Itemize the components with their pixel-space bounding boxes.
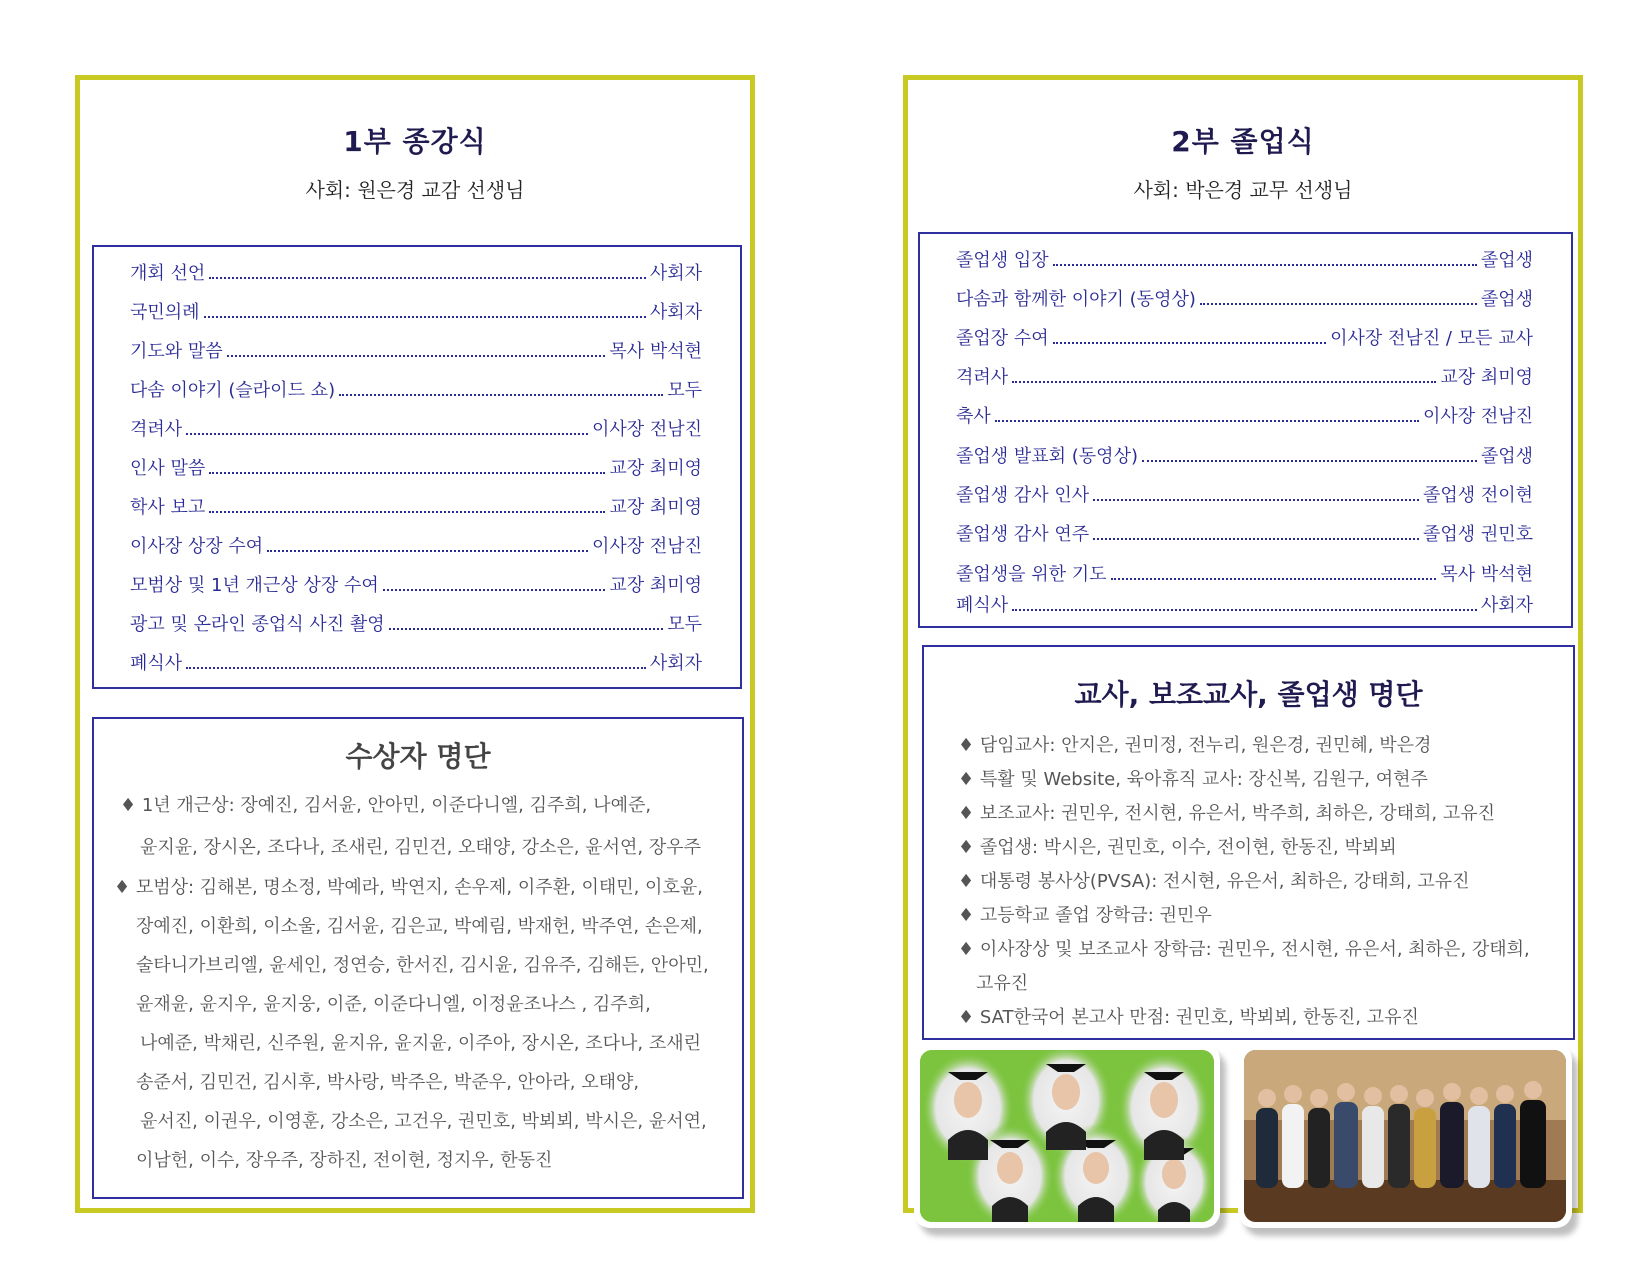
award-line: 나예준, 박채린, 신주원, 윤지유, 윤지윤, 이주아, 장시온, 조다나, 조새린 [140,1033,702,1054]
staff-line: ♦ 고등학교 졸업 장학금: 권민우 [958,905,1212,926]
program-item: 폐식사 [130,653,183,674]
program-presenter: 이사장 전남진 [591,419,702,440]
program-item: 다솜과 함께한 이야기 (동영상) [956,289,1196,310]
leader-dots [209,458,605,474]
group-photo-card [1238,1044,1572,1228]
program-item: 인사 말씀 [130,458,206,479]
program-item: 이사장 상장 수여 [130,536,264,557]
program-item: 졸업생을 위한 기도 [956,564,1107,585]
left-panel [75,75,755,1213]
program-row [130,415,702,441]
award-line: 송준서, 김민건, 김시후, 박사랑, 박주은, 박준우, 안아라, 오태양, [136,1072,640,1093]
staff-line: ♦ 대통령 봉사상(PVSA): 전시현, 유은서, 최하은, 강태희, 고유진 [958,871,1470,892]
leader-dots [227,341,606,357]
program-presenter: 이사장 전남진 [1422,406,1533,427]
award-line: 윤지윤, 장시온, 조다나, 조새린, 김민건, 오태양, 강소은, 윤서연, 장우주 [140,837,702,858]
leader-dots [383,575,606,591]
program-presenter: 교장 최미영 [609,497,702,518]
group-photo-image [1244,1050,1566,1222]
staff-line: ♦ 이사장상 및 보조교사 장학금: 권민우, 전시현, 유은서, 최하은, 강태희, [958,939,1530,960]
program-presenter: 교장 최미영 [609,458,702,479]
program-item: 졸업생 입장 [956,250,1049,271]
part2-title: 2부 졸업식 [1171,125,1315,158]
program-row [956,363,1533,389]
leader-dots [1053,250,1477,266]
group-photo [1244,1050,1566,1222]
program-row [130,649,702,675]
program-item: 축사 [956,406,991,427]
program-item: 국민의례 [130,302,200,323]
right-panel [903,75,1583,1213]
leader-dots [204,302,646,318]
awards-title: 수상자 명단 [345,740,491,773]
program-row [130,298,702,324]
program-presenter: 사회자 [649,302,702,323]
award-line: 윤재윤, 윤지우, 윤지웅, 이준, 이준다니엘, 이정윤조나스 , 김주희, [136,994,651,1015]
program-presenter: 졸업생 [1480,250,1533,271]
program-presenter: 사회자 [649,263,702,284]
part2-host: 사회: 박은경 교무 선생님 [1133,178,1353,202]
program-row [956,481,1533,507]
program-item: 졸업생 감사 연주 [956,524,1090,545]
program-presenter: 이사장 전남진 / 모든 교사 [1330,328,1533,349]
program-item: 다솜 이야기 (슬라이드 쇼) [130,380,336,401]
program-row [130,337,702,363]
leader-dots [995,406,1419,422]
staff-line: ♦ 담임교사: 안지은, 권미정, 전누리, 원은경, 권민혜, 박은경 [958,735,1432,756]
staff-line: ♦ 졸업생: 박시은, 권민호, 이수, 전이현, 한동진, 박뵈뵈 [958,837,1397,858]
staff-box [922,645,1575,1040]
award-line: 장예진, 이환희, 이소울, 김서윤, 김은교, 박예림, 박재헌, 박주연, 손은제, [136,916,703,937]
program-row [956,442,1533,468]
staff-line: ♦ 특활 및 Website, 육아휴직 교사: 장신복, 김원구, 여현주 [958,769,1428,790]
graduates-collage-image [920,1050,1214,1222]
leader-dots [1200,289,1477,305]
program-row [130,610,702,636]
program-item: 졸업생 감사 인사 [956,485,1090,506]
award-line: 술타니가브리엘, 윤세인, 정연승, 한서진, 김시윤, 김유주, 김해든, 안아민, [136,955,709,976]
leader-dots [1012,367,1436,383]
leader-dots [1093,485,1419,501]
program-presenter: 사회자 [1480,595,1533,616]
staff-line: ♦ SAT한국어 본고사 만점: 권민호, 박뵈뵈, 한동진, 고유진 [958,1007,1419,1028]
staff-title: 교사, 보조교사, 졸업생 명단 [1074,678,1423,711]
part1-host: 사회: 원은경 교감 선생님 [305,178,525,202]
program-row [130,532,702,558]
leader-dots [1142,446,1477,462]
leader-dots [186,419,588,435]
leader-dots [209,497,605,513]
leader-dots [209,263,646,279]
program-presenter: 모두 [667,614,702,635]
program-item: 격려사 [130,419,183,440]
leader-dots [1053,328,1326,344]
program-row [956,520,1533,546]
graduates-portrait-collage [920,1050,1214,1222]
program-row [956,285,1533,311]
leader-dots [186,653,646,669]
program-item: 졸업생 발표회 (동영상) [956,446,1138,467]
program-presenter: 졸업생 전이현 [1422,485,1533,506]
part2-program-box [918,232,1573,628]
award-line: 이남헌, 이수, 장우주, 장하진, 전이현, 정지우, 한동진 [136,1150,553,1171]
program-presenter: 모두 [667,380,702,401]
award-line: ♦ 1년 개근상: 장예진, 김서윤, 안아민, 이준다니엘, 김주희, 나예준, [120,795,652,816]
program-item: 격려사 [956,367,1009,388]
award-line: 윤서진, 이권우, 이영훈, 강소은, 고건우, 권민호, 박뵈뵈, 박시은, 윤서연, [140,1111,707,1132]
program-row [956,402,1533,428]
program-presenter: 사회자 [649,653,702,674]
leader-dots [1111,564,1437,580]
program-row [130,259,702,285]
program-row [130,493,702,519]
program-presenter: 졸업생 [1480,289,1533,310]
program-presenter: 목사 박석현 [1440,564,1533,585]
program-row [956,246,1533,272]
leader-dots [389,614,664,630]
program-item: 폐식사 [956,595,1009,616]
program-row [130,454,702,480]
leader-dots [1093,524,1419,540]
program-item: 개회 선언 [130,263,206,284]
leader-dots [267,536,588,552]
program-presenter: 교장 최미영 [609,575,702,596]
program-item: 학사 보고 [130,497,206,518]
leader-dots [1012,595,1477,611]
program-presenter: 졸업생 [1480,446,1533,467]
program-item: 졸업장 수여 [956,328,1049,349]
program-presenter: 이사장 전남진 [591,536,702,557]
award-line: ♦ 모범상: 김해본, 명소정, 박예라, 박연지, 손우제, 이주환, 이태민, 이호윤, [114,877,703,898]
leader-dots [339,380,663,396]
program-row [956,591,1533,617]
program-item: 광고 및 온라인 종업식 사진 촬영 [130,614,385,635]
program-item: 모범상 및 1년 개근상 상장 수여 [130,575,379,596]
program-item: 기도와 말씀 [130,341,223,362]
program-row [956,324,1533,350]
program-row [956,560,1533,586]
program-presenter: 목사 박석현 [609,341,702,362]
program-row [130,571,702,597]
program-row [130,376,702,402]
graduates-photo-card [914,1044,1220,1228]
awards-box [92,717,744,1199]
program-presenter: 교장 최미영 [1440,367,1533,388]
staff-line: ♦ 보조교사: 권민우, 전시현, 유은서, 박주희, 최하은, 강태희, 고유진 [958,803,1496,824]
part1-program-box [92,245,742,689]
part1-title: 1부 종강식 [343,125,487,158]
program-presenter: 졸업생 권민호 [1422,524,1533,545]
staff-line: 고유진 [976,973,1029,994]
